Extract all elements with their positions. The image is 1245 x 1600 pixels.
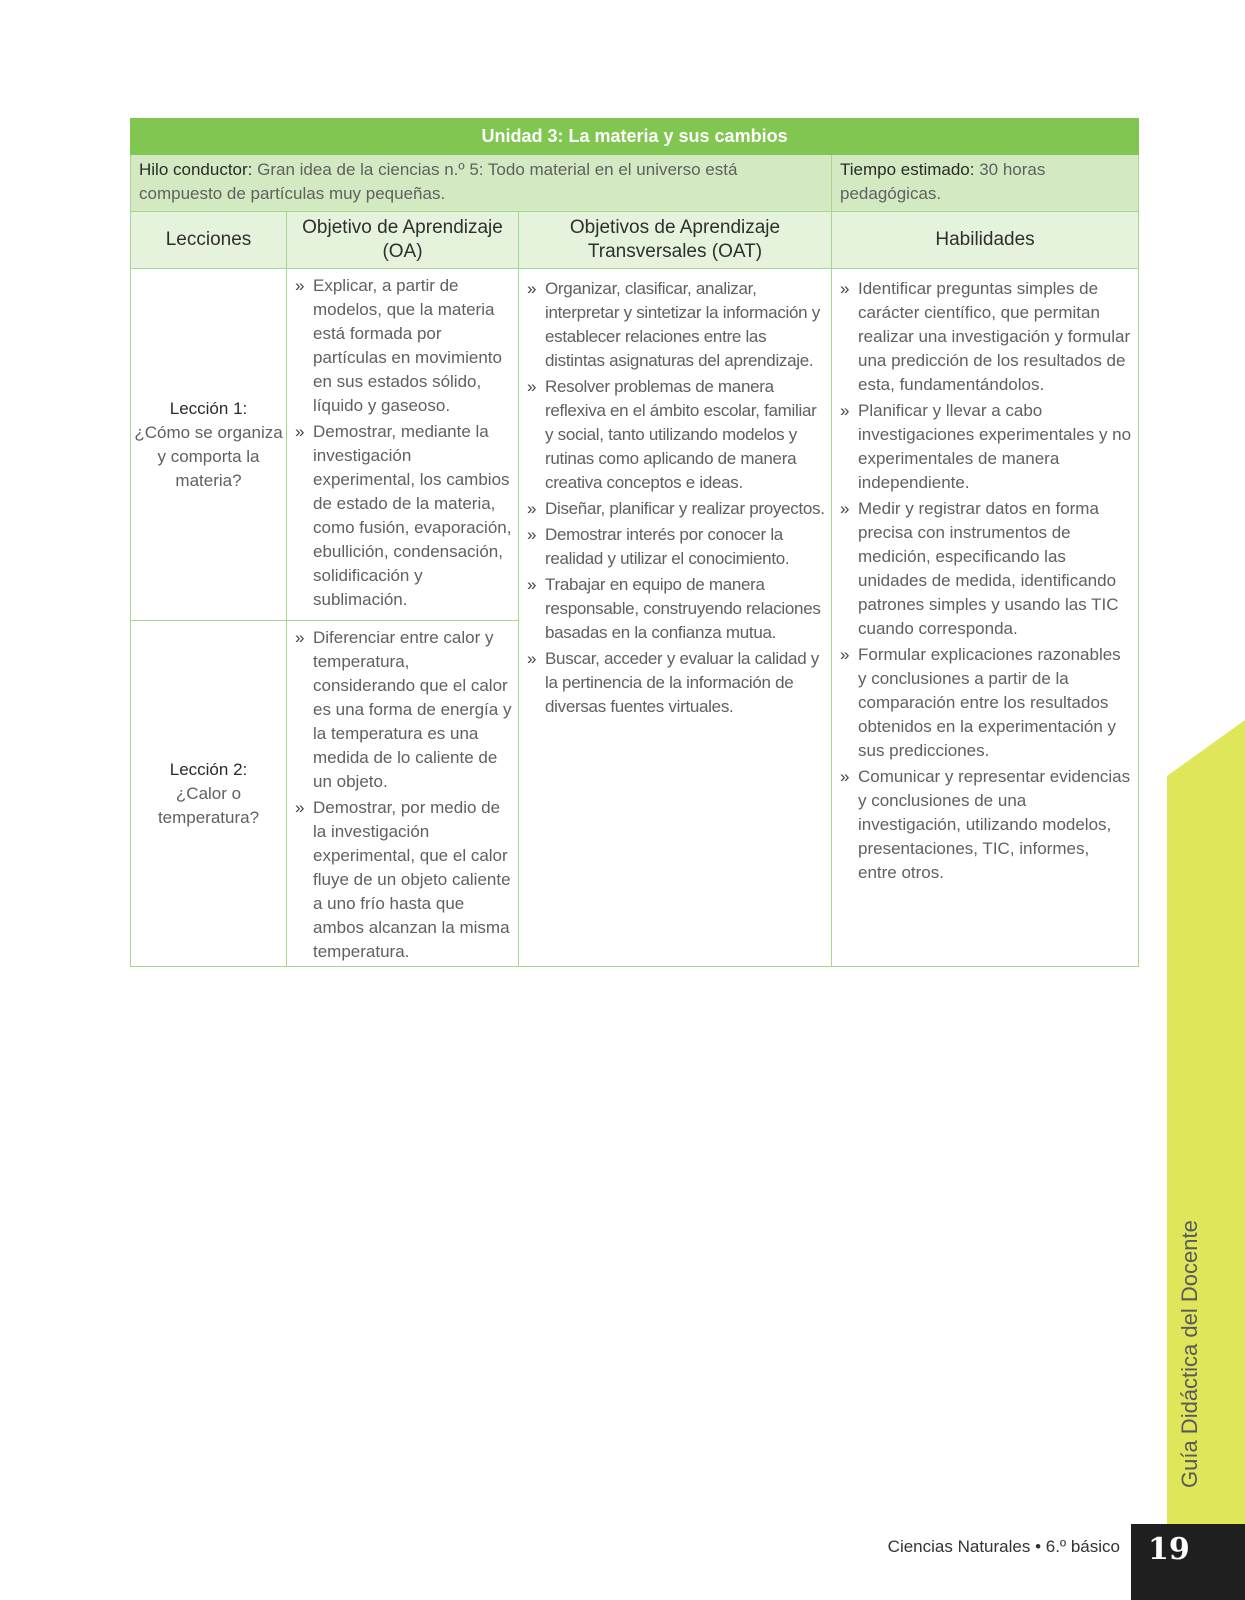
oat-text: Diseñar, planificar y realizar proyectos. [545, 499, 825, 518]
lesson-1-cell [131, 269, 287, 621]
bullet-mark: » [527, 525, 537, 544]
oa-text: Demostrar, por medio de la investigación experimental, que el calor fluye de un objeto caliente a uno frío hasta que ambos alcanzan la misma temperatura. [313, 798, 511, 961]
list-item [840, 399, 1132, 495]
oat-text: Demostrar interés por conocer la realidad y utilizar el conocimiento. [545, 525, 790, 568]
bullet-mark: » [295, 798, 305, 817]
habilidad-text: Comunicar y representar evidencias y conclusiones de una investigación, utilizando modelos, presentaciones, TIC, informes, entre otros. [858, 767, 1131, 882]
bullet-mark: » [295, 276, 305, 295]
bullet-mark: » [527, 575, 537, 594]
list-item [527, 647, 825, 719]
bullet-mark: » [840, 645, 850, 664]
oat-text: Trabajar en equipo de manera responsable, construyendo relaciones basadas en la confianza mutua. [545, 575, 821, 642]
list-item [295, 626, 512, 794]
list-item [840, 765, 1132, 885]
bullet-mark: » [295, 422, 305, 441]
list-item [527, 277, 825, 373]
list-item [295, 796, 512, 964]
bullet-mark: » [527, 499, 537, 518]
list-item [527, 573, 825, 645]
oat-list [519, 269, 831, 719]
oa-list [287, 621, 518, 964]
oa-list [287, 269, 518, 612]
list-item [527, 523, 825, 571]
oat-text: Buscar, acceder y evaluar la calidad y la pertinencia de la información de diversas fuentes virtuales. [545, 649, 819, 716]
lesson-2-oa [287, 621, 519, 967]
bullet-mark: » [840, 401, 850, 420]
habilidad-text: Identificar preguntas simples de carácter científico, que permitan realizar una investigación y formular una predicción de los resultados de esta, fundamentándolos. [858, 279, 1131, 394]
oa-text: Explicar, a partir de modelos, que la materia está formada por partículas en movimiento en sus estados sólido, líquido y gaseoso. [313, 276, 502, 415]
lesson-2-cell [131, 621, 287, 967]
tiempo-estimado [832, 155, 1139, 212]
habilidad-text: Planificar y llevar a cabo investigaciones experimentales y no experimentales de manera independiente. [858, 401, 1132, 492]
footer-text: Ciencias Naturales • 6.º básico [887, 1537, 1120, 1556]
hilo-text: Gran idea de la ciencias n.º 5: Todo material en el universo está compuesto de partículas muy pequeñas. [139, 160, 738, 203]
habilidades-list [832, 269, 1138, 885]
bullet-mark: » [527, 279, 537, 298]
lesson-1-question: ¿Cómo se organiza y comporta la materia? [134, 422, 283, 490]
list-item [840, 277, 1132, 397]
bullet-mark: » [295, 628, 305, 647]
habilidad-text: Medir y registrar datos en forma precisa con instrumentos de medición, especificando las unidades de medida, identificando patrones simples y usando las TIC cuando corresponda. [858, 499, 1119, 638]
oat-cell [519, 269, 832, 967]
oat-text: Organizar, clasificar, analizar, interpretar y sintetizar la información y establecer relaciones entre las distintas asignaturas del aprendizaje. [545, 279, 820, 370]
tiempo-text: 30 horas pedagógicas. [840, 160, 1046, 203]
habilidades-cell [832, 269, 1139, 967]
page-number: 19 [1131, 1524, 1245, 1600]
bullet-mark: » [840, 499, 850, 518]
hilo-conductor [131, 155, 832, 212]
tiempo-label: Tiempo estimado: [840, 160, 975, 179]
header-habilidades: Habilidades [832, 212, 1139, 269]
list-item [840, 643, 1132, 763]
sidebar-label: Guía Didáctica del Docente [1177, 1220, 1202, 1488]
habilidad-text: Formular explicaciones razonables y conclusiones a partir de la comparación entre los resultados obtenidos en la experimentación y sus predicciones. [858, 645, 1121, 760]
lesson-2-question: ¿Calor o temperatura? [157, 783, 260, 827]
unit-table [130, 118, 1139, 967]
lesson-2-title: Lección 2: [169, 759, 248, 779]
oat-text: Resolver problemas de manera reflexiva en el ámbito escolar, familiar y social, tanto utilizando modelos y rutinas como aplicando de manera creativa conceptos e ideas. [545, 377, 817, 492]
list-item [527, 497, 825, 521]
lesson-1-title: Lección 1: [169, 398, 248, 418]
list-item [295, 420, 512, 612]
side-band-tip [1167, 720, 1245, 776]
list-item [840, 497, 1132, 641]
header-oat: Objetivos de Aprendizaje Transversales (OAT) [519, 212, 832, 269]
bullet-mark: » [840, 767, 850, 786]
hilo-label: Hilo conductor: [139, 160, 253, 179]
oa-text: Demostrar, mediante la investigación experimental, los cambios de estado de la materia, como fusión, evaporación, ebullición, condensación, solidificación y sublimación. [313, 422, 512, 609]
list-item [527, 375, 825, 495]
bullet-mark: » [527, 377, 537, 396]
list-item [295, 274, 512, 418]
oa-text: Diferenciar entre calor y temperatura, considerando que el calor es una forma de energía y la temperatura es una medida de lo caliente de un objeto. [313, 628, 512, 791]
header-oa: Objetivo de Aprendizaje (OA) [287, 212, 519, 269]
lesson-1-oa [287, 269, 519, 621]
bullet-mark: » [840, 279, 850, 298]
bullet-mark: » [527, 649, 537, 668]
unit-title: Unidad 3: La materia y sus cambios [131, 119, 1139, 155]
header-lecciones: Lecciones [131, 212, 287, 269]
